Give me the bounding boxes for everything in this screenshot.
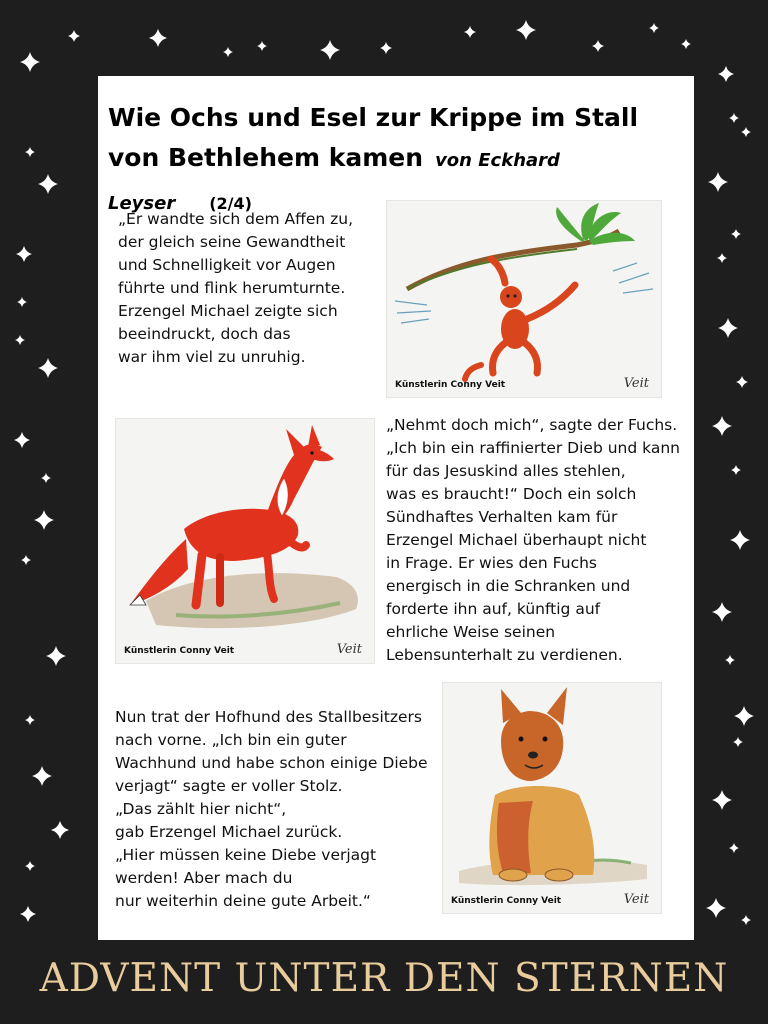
paragraph-fox: „Nehmt doch mich“, sagte der Fuchs. „Ich bin ein raffinierter Dieb und kann für das Jesuskind alles stehlen, was es braucht!“ Doch ein solch Sündhaftes Verhalten kam für Erzengel Michael überhaupt nicht in Frage. Er wies den Fuchs energisch in die Schranken und forderte ihn auf, künftig auf ehrliche Weise seinen Lebensunterhalt zu verdienen. bbox=[386, 416, 680, 664]
sparkle-star-icon bbox=[32, 766, 52, 786]
sparkle-star-icon bbox=[14, 432, 30, 448]
sparkle-star-icon bbox=[649, 23, 659, 33]
sparkle-star-icon bbox=[51, 821, 69, 839]
sparkle-star-icon bbox=[730, 530, 750, 550]
sparkle-star-icon bbox=[741, 127, 751, 137]
sparkle-star-icon bbox=[20, 906, 36, 922]
sparkle-star-icon bbox=[736, 376, 748, 388]
sparkle-star-icon bbox=[681, 39, 691, 49]
sparkle-star-icon bbox=[718, 318, 738, 338]
sparkle-star-icon bbox=[38, 358, 58, 378]
title-main: Wie Ochs und Esel zur Krippe im Stall von Bethlehem kamen bbox=[108, 103, 639, 172]
sparkle-star-icon bbox=[25, 715, 35, 725]
sparkle-star-icon bbox=[16, 246, 32, 262]
sparkle-star-icon bbox=[712, 790, 732, 810]
sparkle-star-icon bbox=[712, 602, 732, 622]
sparkle-star-icon bbox=[741, 915, 751, 925]
sparkle-star-icon bbox=[68, 30, 80, 42]
artist-credit: Künstlerin Conny Veit bbox=[124, 646, 235, 656]
sparkle-star-icon bbox=[729, 843, 739, 853]
sparkle-star-icon bbox=[34, 510, 54, 530]
sparkle-star-icon bbox=[41, 473, 51, 483]
sparkle-star-icon bbox=[25, 147, 35, 157]
sparkle-star-icon bbox=[516, 20, 536, 40]
dog-illustration bbox=[443, 683, 661, 913]
sparkle-star-icon bbox=[38, 174, 58, 194]
sparkle-star-icon bbox=[725, 655, 735, 665]
fox-illustration bbox=[116, 419, 374, 663]
sparkle-star-icon bbox=[733, 737, 743, 747]
sparkle-star-icon bbox=[17, 297, 27, 307]
sparkle-star-icon bbox=[21, 555, 31, 565]
sparkle-star-icon bbox=[20, 52, 40, 72]
sparkle-star-icon bbox=[464, 26, 476, 38]
sparkle-star-icon bbox=[729, 113, 739, 123]
sparkle-star-icon bbox=[320, 40, 340, 60]
monkey-illustration bbox=[387, 201, 661, 397]
footer-banner: ADVENT UNTER DEN STERNEN bbox=[39, 956, 729, 1001]
sparkle-star-icon bbox=[712, 416, 732, 436]
artist-credit: Künstlerin Conny Veit bbox=[451, 896, 562, 906]
sparkle-star-icon bbox=[380, 42, 392, 54]
sparkle-star-icon bbox=[25, 861, 35, 871]
sparkle-star-icon bbox=[734, 706, 754, 726]
sparkle-star-icon bbox=[706, 898, 726, 918]
sparkle-star-icon bbox=[717, 253, 727, 263]
paragraph-monkey: „Er wandte sich dem Affen zu, der gleich seine Gewandtheit und Schnelligkeit vor Augen führte und flink herumturnte. Erzengel Michael zeigte sich beeindruckt, doch das war ihm viel zu unruhig. bbox=[118, 210, 354, 366]
fox-painting bbox=[115, 418, 375, 664]
sparkle-star-icon bbox=[149, 29, 167, 47]
sparkle-star-icon bbox=[223, 47, 233, 57]
part-indicator: (2/4) bbox=[209, 194, 252, 213]
story-page bbox=[98, 76, 694, 940]
sparkle-star-icon bbox=[15, 335, 25, 345]
sparkle-star-icon bbox=[708, 172, 728, 192]
sparkle-star-icon bbox=[718, 66, 734, 82]
sparkle-star-icon bbox=[257, 41, 267, 51]
author-byline: von Eckhard Leyser bbox=[108, 150, 560, 214]
artist-signature: Veit bbox=[336, 642, 362, 657]
paragraph-dog: Nun trat der Hofhund des Stallbesitzers nach vorne. „Ich bin ein guter Wachhund und habe schon einige Diebe verjagt“ sagte er voller Stolz. „Das zählt hier nicht“, gab Erzengel Michael zurück. „Hier müssen keine Diebe verjagt werden! Aber mach du nur weiterhin deine gute Arbeit.“ bbox=[115, 708, 428, 910]
dog-painting bbox=[442, 682, 662, 914]
sparkle-star-icon bbox=[46, 646, 66, 666]
monkey-painting bbox=[386, 200, 662, 398]
artist-signature: Veit bbox=[623, 892, 649, 907]
sparkle-star-icon bbox=[592, 40, 604, 52]
sparkle-star-icon bbox=[731, 229, 741, 239]
sparkle-star-icon bbox=[731, 465, 741, 475]
artist-credit: Künstlerin Conny Veit bbox=[395, 380, 506, 390]
artist-signature: Veit bbox=[623, 376, 649, 391]
